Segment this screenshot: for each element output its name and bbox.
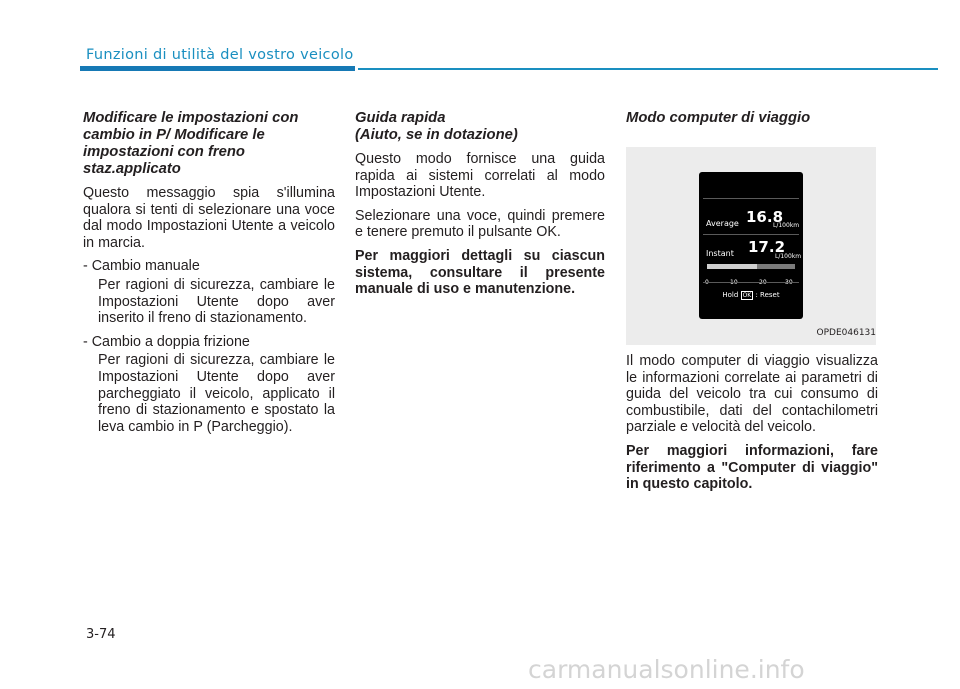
column-right xyxy=(626,110,878,500)
list-item-text: Per ragioni di sicurezza, cambiare le Impostazioni Utente dopo aver parcheggiato il veicolo, applicato il freno di stazionamento e spostato la leva cambio in P (Parcheggio). xyxy=(98,352,335,435)
column-left xyxy=(83,110,335,442)
heading-settings-in-p: Modificare le impostazioni con cambio in P/ Modificare le impostazioni con freno staz.applicato xyxy=(83,110,299,177)
trip-computer-p1: Il modo computer di viaggio visualizza le informazioni correlate ai parametri di guida del veicolo tra cui consumo di combustibile, dati del contachilometri parziale e velocità del veicolo. xyxy=(626,353,878,436)
header-rule-dark xyxy=(80,66,355,71)
section-title: Funzioni di utilità del vostro veicolo xyxy=(86,47,354,63)
list-item-label: - Cambio manuale xyxy=(83,258,200,275)
header-rule-light xyxy=(358,68,938,70)
settings-intro: Questo messaggio spia s'illumina qualora si tenti di selezionare una voce dal modo Impostazioni Utente a veicolo in marcia. xyxy=(83,185,335,251)
trip-computer-figure xyxy=(626,147,876,345)
display-divider xyxy=(703,282,799,283)
figure-code: OPDE046131 xyxy=(816,328,876,339)
instant-label: Instant xyxy=(706,249,734,258)
list-item-label: - Cambio a doppia frizione xyxy=(83,333,250,350)
heading-trip-computer: Modo computer di viaggio xyxy=(626,110,811,126)
heading-quick-guide xyxy=(355,110,605,144)
quick-guide-p2: Selezionare una voce, quindi premere e tenere premuto il pulsante OK. xyxy=(355,207,605,241)
heading-quick-guide-line1: Guida rapida xyxy=(355,110,446,126)
page-number: 3-74 xyxy=(86,627,116,642)
instant-value: 17.2 xyxy=(748,238,786,256)
instant-unit: L/100km xyxy=(775,253,802,260)
quick-guide-note: Per maggiori dettagli su ciascun sistema, consultare il presente manuale di uso e manutenzione. xyxy=(355,247,605,298)
trip-computer-note: Per maggiori informazioni, fare riferimento a "Computer di viaggio" in questo capitolo. xyxy=(626,442,878,493)
hold-reset-hint xyxy=(699,287,803,304)
quick-guide-p1: Questo modo fornisce una guida rapida ai sistemi correlati al modo Impostazioni Utente. xyxy=(355,151,605,201)
average-unit: L/100km xyxy=(773,222,800,229)
instant-scale-bar xyxy=(707,264,795,269)
display-divider xyxy=(703,234,799,235)
average-label: Average xyxy=(706,219,739,228)
ok-button-icon: OK xyxy=(742,292,752,299)
list-item-text: Per ragioni di sicurezza, cambiare le Impostazioni Utente dopo aver inserito il freno di stazionamento. xyxy=(98,276,335,327)
average-value: 16.8 xyxy=(746,208,784,226)
reset-label: : Reset xyxy=(755,291,780,299)
cluster-display xyxy=(699,172,803,319)
display-divider xyxy=(703,198,799,199)
column-middle xyxy=(355,110,605,305)
hold-label: Hold xyxy=(722,291,739,299)
instant-scale-fill xyxy=(707,264,757,269)
heading-quick-guide-line2: (Aiuto, se in dotazione) xyxy=(355,127,518,143)
watermark: carmanualsonline.info xyxy=(528,655,805,684)
